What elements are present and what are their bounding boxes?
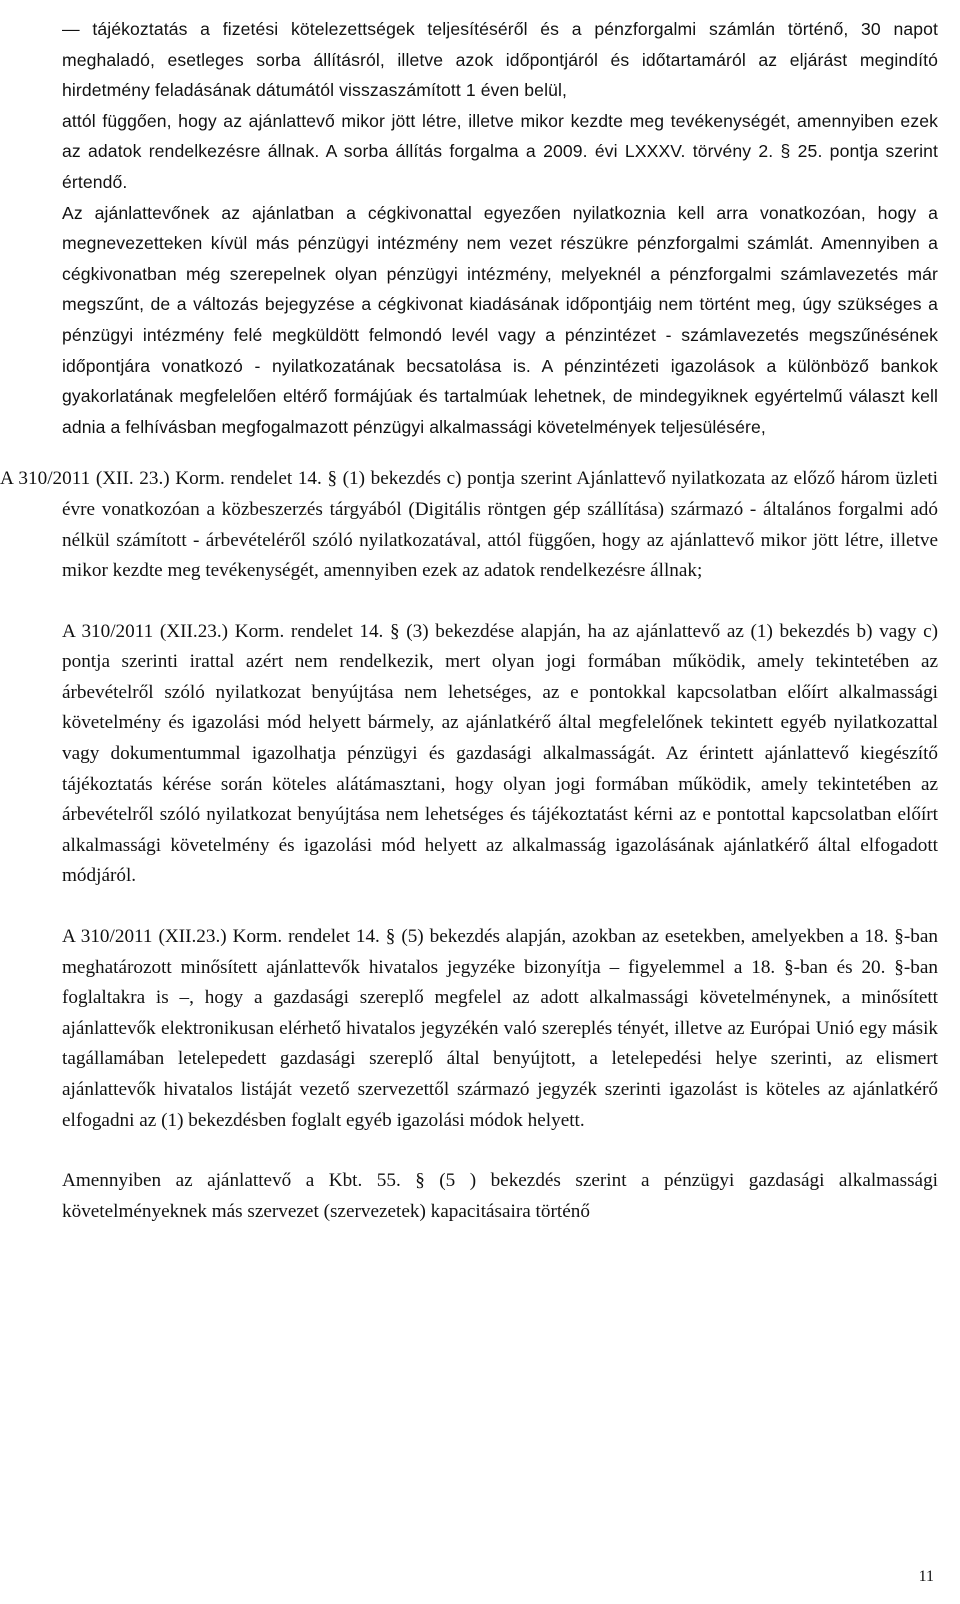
paragraph-14-3: A 310/2011 (XII.23.) Korm. rendelet 14. § (3) bekezdése alapján, ha az ajánlattevő az (1) bekezdés b) vagy c) pontja szerinti irattal azért nem rendelkezik, mert olyan jogi formában működik, amely tekintetében az árbevételről szóló nyilatkozat benyújtása nem lehetséges, az e pontokkal kapcsolatban előírt alkalmassági követelmény és igazolási mód helyett bármely, az ajánlatkérő által megfelelőnek tekintett egyéb nyilatkozattal vagy dokumentummal igazolhatja pénzügyi és gazdasági alkalmasságát. Az érintett ajánlattevő kiegészítő tájékoztatás kérése során köteles alátámasztani, hogy olyan jogi formában működik, amely tekintetében az árbevételről szóló nyilatkozat benyújtása nem lehetséges és tájékoztatást kérni az e pontottal kapcsolatban előírt alkalmassági követelmény és igazolási mód helyett az alkalmasság igazolásának ajánlatkérő által elfogadott módjáról.: [62, 620, 938, 887]
bullet-paragraph: ― tájékoztatás a fizetési kötelezettségek teljesítéséről és a pénzforgalmi számlán történő, 30 napot meghaladó, esetleges sorba állításról, illetve azok időpontjáról és időtartamáról az eljárást megindító hirdetmény feladásának dátumától visszaszámított 1 éven belül,: [62, 19, 938, 101]
paragraph-attol: attól függően, hogy az ajánlattevő mikor jött létre, illetve mikor kezdte meg tevékenységét, amennyiben ezek az adatok rendelkezésre állnak. A sorba állítás forgalma a 2009. évi LXXXV. törvény 2. § 25. pontja szerint értendő.: [62, 110, 938, 192]
paragraph-14-5: A 310/2011 (XII.23.) Korm. rendelet 14. § (5) bekezdés alapján, azokban az esetekben, amelyekben a 18. §-ban meghatározott minősített ajánlattevők hivatalos jegyzéke bizonyítja – figyelemmel a 18. §-ban és 20. §-ban foglaltakra is –, hogy a gazdasági szereplő megfelel az adott alkalmassági követelménynek, a minősített ajánlattevők elektronikusan elérhető hivatalos jegyzékén való szereplés tényét, illetve az Európai Unió egy másik tagállamában letelepedett gazdasági szereplő által benyújtott, a letelepedési helye szerinti, az elismert ajánlattevők hivatalos listáját vezető szervezettől származó jegyzék szerinti igazolást is köteles az ajánlatkérő elfogadni az (1) bekezdésben foglalt egyéb igazolási módok helyett.: [62, 926, 938, 1131]
page-number: 11: [918, 1568, 934, 1585]
paragraph-p2: [0, 464, 938, 586]
document-page: [0, 14, 938, 1227]
paragraph-nyilatkozat: Az ajánlattevőnek az ajánlatban a cégkivonattal egyezően nyilatkoznia kell arra vonatkozóan, hogy a megnevezetteken kívül más pénzügyi intézmény nem vezet részükre pénzforgalmi számlát. Amennyiben a cégkivonatban még szerepelnek olyan pénzügyi intézmény, melyeknél a pénzforgalmi számlavezetés már megszűnt, de a változás bejegyzése a cégkivonat kiadásának időpontjáig nem történt meg, úgy szükséges a pénzügyi intézmény felé megküldött felmondó levél vagy a pénzintézet - számlavezetés megszűnésének időpontjára vonatkozó - nyilatkozatának becsatolása is. A pénzintézeti igazolások a különböző bankok gyakorlatának megfelelően eltérő formájúak és tartalmúak lehetnek, de mindegyiknek egyértelmű választ kell adnia a felhívásban megfogalmazott pénzügyi alkalmassági követelmények teljesülésére,: [62, 202, 938, 437]
paragraph-kbt-55: Amennyiben az ajánlattevő a Kbt. 55. § (5 ) bekezdés szerint a pénzügyi gazdasági alkalmassági követelményeknek más szervezet (szervezetek) kapacitásaira történő: [62, 1170, 938, 1222]
p2-text: A 310/2011 (XII. 23.) Korm. rendelet 14. § (1) bekezdés c) pontja szerint Ajánlattevő nyilatkozata az előző három üzleti évre vonatkozóan a közbeszerzés tárgyából (Digitális röntgen gép szállítása) származó - általános forgalmi adó nélkül számított - árbevételéről szóló nyilatkozatával, attól függően, hogy az ajánlattevő mikor jött létre, illetve mikor kezdte meg tevékenységét, amennyiben ezek az adatok rendelkezésre állnak;: [0, 468, 938, 582]
